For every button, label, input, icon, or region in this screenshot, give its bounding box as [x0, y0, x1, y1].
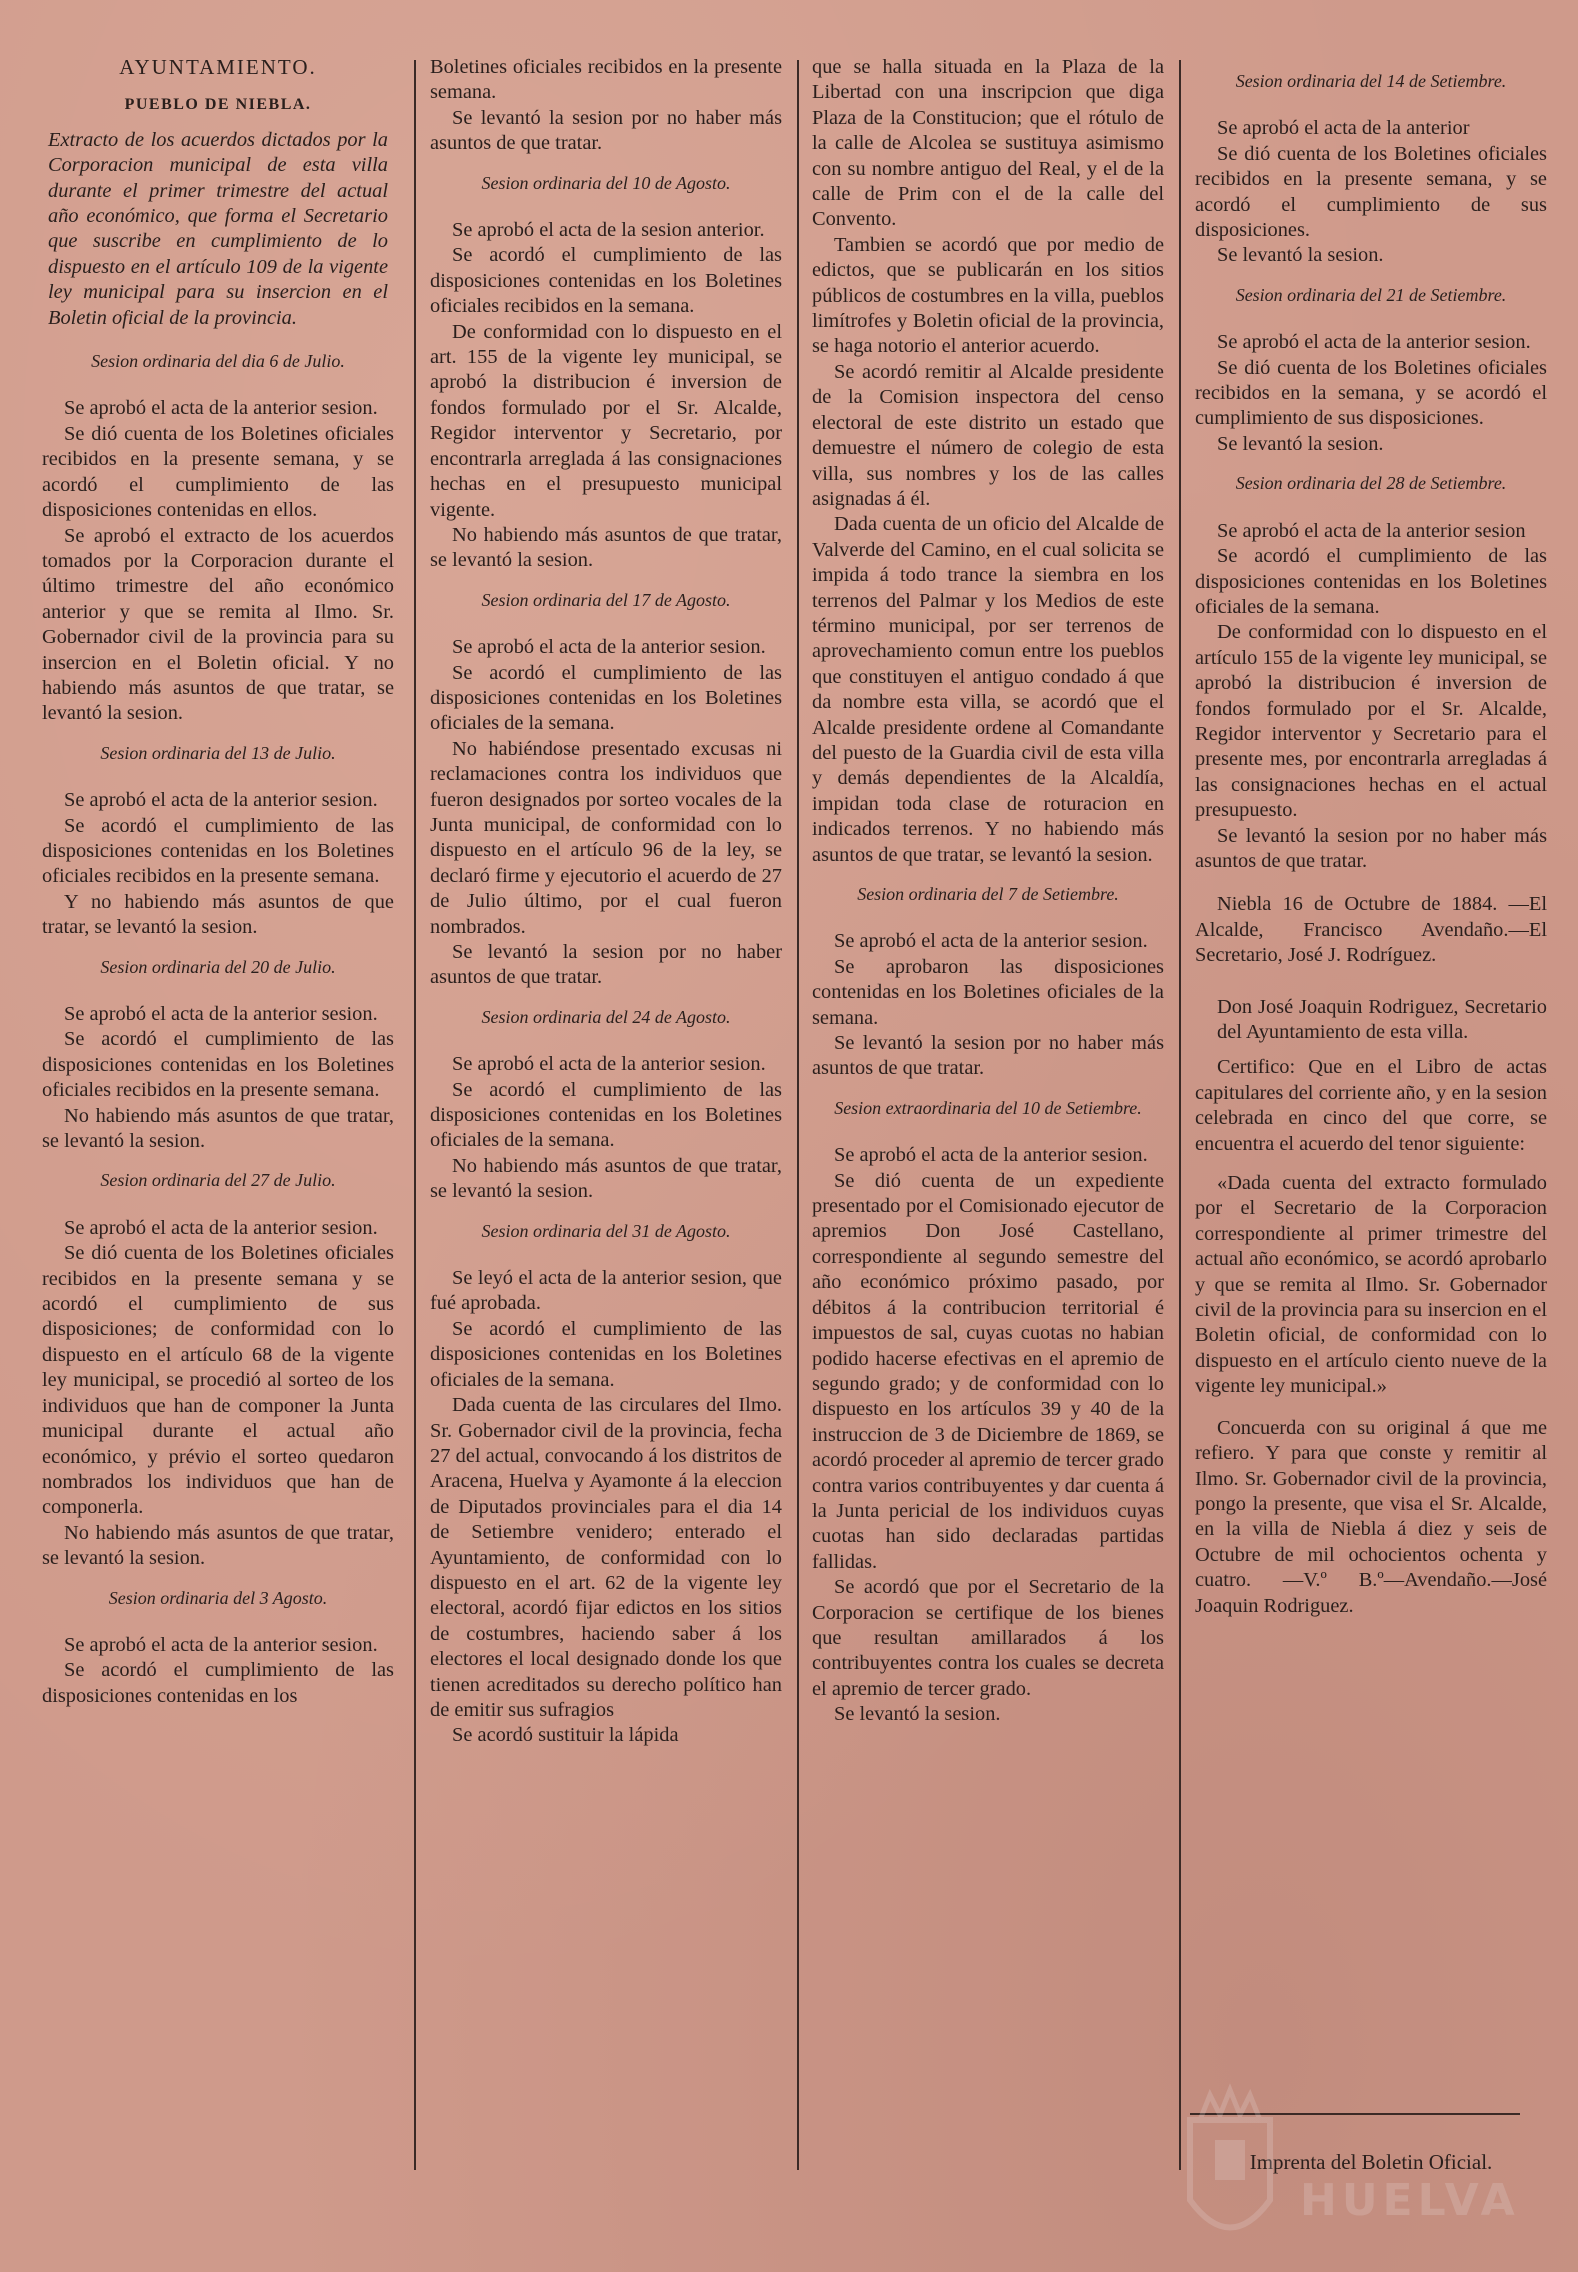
paragraph: Se aprobó el acta de la anterior sesion.: [64, 397, 378, 420]
printer-imprint: Imprenta del Boletin Oficial.: [1249, 2150, 1493, 2174]
paragraph: Se aprobó el acta de la anterior sesion.: [1217, 331, 1531, 354]
paragraph: Se aprobó el acta de la anterior sesion.: [64, 1216, 378, 1239]
watermark-text: HUELVA: [1300, 2175, 1520, 2226]
paragraph: Dada cuenta de un oficio del Alcalde de Valverde del Camino, en el cual solicita se impida á todo trance la siembra en los terrenos del Palmar y los Medios de este término municipal, por ser terrenos de aprovechamiento comun entre los pueblos que constituyen el antiguo condado á que da nombre esta villa, se acordó que el Alcalde presidente ordene al Comandante del puesto de la Guardia civil de esta villa y demás dependientes de la Alcaldía, impidan toda clase de roturacion en indicados terrenos. Y no habiendo más asuntos de que tratar, se levantó la sesion.: [812, 513, 1164, 866]
paragraph: Se acordó remitir al Alcalde presidente de la Comision inspectora del censo electoral de este distrito un estado que demuestre el número de colegio de esta villa, sus nombres y los de las calles asignadas á él.: [812, 360, 1164, 510]
paragraph: De conformidad con lo dispuesto en el artículo 155 de la vigente ley municipal, se aprobó la distribucion é inversion de fondos formulado por el Sr. Alcalde, Regidor interventor y Secretario para el presente mes, por encontrarla arregladas á las consignaciones hechas en el actual presupuesto.: [1195, 621, 1547, 822]
coat-of-arms-icon: [1170, 2080, 1290, 2265]
paragraph: Se aprobó el acta de la anterior sesion.: [64, 789, 378, 812]
paragraph: Se aprobó el extracto de los acuerdos tomados por la Corporacion durante el último trimestre del año económico anterior y que se remita al Ilmo. Sr. Gobernador civil de la provincia para su insercion en el Boletin oficial. Y no habiendo más asuntos de que tratar, se levantó la sesion.: [42, 524, 394, 725]
session-heading: Sesion ordinaria del 13 de Julio.: [100, 742, 336, 763]
signature-line: Niebla 16 de Octubre de 1884. —El Alcalde, Francisco Avendaño.—El Secretario, José J. Rodríguez.: [1195, 893, 1547, 967]
paragraph: No habiendo más asuntos de que tratar, se levantó la sesion.: [42, 1104, 394, 1153]
paragraph: No habiendo más asuntos de que tratar, se levantó la sesion.: [42, 1521, 394, 1570]
session-heading: Sesion ordinaria del 3 Agosto.: [108, 1587, 328, 1608]
certify-paragraph: Certifico: Que en el Libro de actas capitulares del corriente año, y en la sesion celebrada en cinco del que corre, se encuentra el acuerdo del tenor siguiente:: [1195, 1056, 1547, 1155]
paragraph: Tambien se acordó que por medio de edictos, que se publicarán en los sitios públicos de costumbres en la villa, pueblos limítrofes y Boletin oficial de la provincia, se haga notorio el anterior acuerdo.: [812, 233, 1164, 358]
column-2-body: [430, 55, 782, 1749]
session-heading: Sesion extraordinaria del 10 de Setiembre.: [834, 1097, 1142, 1118]
paragraph: Se levantó la sesion.: [1217, 244, 1384, 267]
paragraph: Se acordó el cumplimiento de las disposiciones contenidas en los Boletines oficiales recibidos en la presente semana.: [42, 1028, 394, 1102]
column-rule: [797, 60, 799, 2170]
paragraph: Se aprobó el acta de la anterior sesion.: [452, 1053, 766, 1076]
paragraph: Y no habiendo más asuntos de que tratar, se levantó la sesion.: [42, 890, 394, 939]
paragraph: Se aprobó el acta de la anterior sesion.: [834, 1144, 1148, 1167]
column-4-body: [1195, 69, 1547, 874]
paragraph: Se acordó el cumplimiento de las disposiciones contenidas en los Boletines oficiales recibidos en la semana.: [430, 244, 782, 318]
paragraph: De conformidad con lo dispuesto en el art. 155 de la vigente ley municipal, se aprobó la distribucion é inversion de fondos formulado por el Sr. Alcalde, Regidor interventor y Secretario, por encontrarla arreglada á las consignaciones hechas en el presupuesto municipal vigente.: [430, 320, 782, 521]
paragraph: Se acordó el cumplimiento de las disposiciones contenidas en los: [42, 1659, 394, 1707]
session-heading: Sesion ordinaria del 21 de Setiembre.: [1235, 284, 1507, 305]
paragraph: No habiendo más asuntos de que tratar, se levantó la sesion.: [430, 523, 782, 572]
column-3-body: [812, 55, 1164, 1728]
column-4: [1195, 55, 1547, 1619]
paragraph: Se aprobó el acta de la anterior sesion.: [834, 930, 1148, 953]
paragraph: Se aprobaron las disposiciones contenidas en los Boletines oficiales de la semana.: [812, 955, 1164, 1029]
paragraph: Se acordó el cumplimiento de las disposiciones contenidas en los Boletines oficiales de la semana.: [430, 1317, 782, 1391]
paragraph: Dada cuenta de las circulares del Ilmo. Sr. Gobernador civil de la provincia, fecha 27 del actual, convocando á los distritos de Aracena, Huelva y Ayamonte á la eleccion de Diputados provinciales para el dia 14 de Setiembre venidero; enterado el Ayuntamiento, de conformidad con lo dispuesto en el art. 62 de la vigente ley electoral, acordó fijar edictos en los sitios de costumbres, haciendo saber á los electores el local designado donde los que tienen acreditados su derecho político han de emitir sus sufragios: [430, 1394, 782, 1721]
paragraph: Se dió cuenta de los Boletines oficiales recibidos en la presente semana, y se acordó el cumplimiento de sus disposiciones.: [1195, 142, 1547, 242]
session-heading: Sesion ordinaria del 20 de Julio.: [100, 956, 336, 977]
paragraph: Se dió cuenta de los Boletines oficiales recibidos en la presente semana y se acordó el cumplimiento de sus disposiciones; de conformidad con lo dispuesto en el artículo 68 de la vigente ley municipal, se procedió al sorteo de los individuos que han de componer la Junta municipal durante el actual año económico, y prévio el sorteo quedaron nombrados los individuos que han de componerla.: [42, 1242, 394, 1519]
paragraph: No habiéndose presentado excusas ni reclamaciones contra los individuos que fueron designados por sorteo vocales de la Junta municipal, de conformidad con lo dispuesto en el artículo 96 de la ley, se declaró firme y ejecutorio el acuerdo de 27 de Julio último, por el cual fueron nombrados.: [430, 737, 782, 938]
paragraph: Se levantó la sesion por no haber asuntos de que tratar.: [430, 941, 782, 989]
paragraph: Boletines oficiales recibidos en la presente semana.: [430, 56, 782, 104]
paragraph: Se acordó el cumplimiento de las disposiciones contenidas en los Boletines oficiales de la semana.: [1195, 545, 1547, 618]
page-subtitle: PUEBLO DE NIEBLA.: [124, 96, 312, 114]
session-heading: Sesion ordinaria del 31 de Agosto.: [481, 1220, 731, 1241]
paragraph: Se dió cuenta de un expediente presentado por el Comisionado ejecutor de apremios Don José Castellano, correspondiente al segundo semestre del año económico próximo pasado, por débitos á la contribucion territorial é impuestos de sal, cuyas cuotas no habian podido hacerse efectivas en el apremio de segundo grado; y de conformidad con lo dispuesto en los artículos 39 y 40 de la instruccion de 3 de Diciembre de 1869, se acordó proceder al apremio de tercer grado contra varios contribuyentes y dar cuenta á la Junta pericial de los individuos cuyas cuotas han sido declaradas partidas fallidas.: [812, 1169, 1164, 1573]
paragraph: Se levantó la sesion por no haber más asuntos de que tratar.: [812, 1032, 1164, 1080]
column-2: [430, 55, 782, 1749]
session-heading: Sesion ordinaria del 7 de Setiembre.: [857, 884, 1119, 904]
paragraph: No habiendo más asuntos de que tratar, se levantó la sesion.: [430, 1154, 782, 1203]
paragraph: Se levantó la sesion.: [834, 1703, 1001, 1726]
session-heading: Sesion ordinaria del 17 de Agosto.: [481, 589, 731, 610]
paragraph: Se aprobó el acta de la sesion anterior.: [452, 219, 765, 242]
paragraph: Se levantó la sesion por no haber más asuntos de que tratar.: [1195, 824, 1547, 872]
session-heading: Sesion ordinaria del 14 de Setiembre.: [1235, 71, 1507, 91]
concuerda-paragraph: Concuerda con su original á que me refiero. Y para que conste y remitir al Ilmo. Sr. Gobernador civil de la provincia, pongo la presente, que visa el Sr. Alcalde, en la villa de Niebla á diez y seis de Octubre de mil ochocientos ochenta y cuatro. —V.º B.º—Avendaño.—José Joaquin Rodriguez.: [1195, 1416, 1547, 1617]
paragraph: Se levantó la sesion por no haber más asuntos de que tratar.: [430, 106, 782, 155]
paragraph: Se acordó sustituir la lápida: [452, 1724, 679, 1747]
watermark: [1170, 2080, 1540, 2265]
paragraph: Se aprobó el acta de la anterior sesion.: [452, 636, 766, 659]
session-heading: Sesion ordinaria del 28 de Setiembre.: [1235, 473, 1507, 494]
column-1: [42, 55, 394, 1709]
page-title: AYUNTAMIENTO.: [119, 55, 317, 79]
session-heading: Sesion ordinaria del 27 de Julio.: [100, 1170, 336, 1191]
paragraph: Se aprobó el acta de la anterior sesion.: [64, 1633, 378, 1656]
certifier-name: Don José Joaquin Rodriguez, Secretario del Ayuntamiento de esta villa.: [1217, 995, 1547, 1043]
paragraph: Se aprobó el acta de la anterior sesion.: [64, 1003, 378, 1025]
session-heading: Sesion ordinaria del dia 6 de Julio.: [91, 351, 345, 372]
intro-paragraph: Extracto de los acuerdos dictados por la Corporacion municipal de esta villa durante el primer trimestre del actual año económico, que forma el Secretario que suscribe en cumplimiento de lo dispuesto en el artículo 109 de la vigente ley municipal para su insercion en el Boletin oficial de la provincia.: [48, 128, 388, 329]
quoted-agreement: «Dada cuenta del extracto formulado por el Secretario de la Corporacion correspondiente al primer trimestre del actual año económico, se acordó aprobarlo y que se remita al Ilmo. Sr. Gobernador civil de la provincia para su insercion en el Boletin oficial, de conformidad con lo dispuesto en el artículo ciento nueve de la vigente ley municipal.»: [1195, 1172, 1547, 1398]
paragraph: Se acordó que por el Secretario de la Corporacion se certifique de los bienes que resultan amillarados á los contribuyentes contra los cuales se decreta el apremio de tercer grado.: [812, 1576, 1164, 1700]
column-1-body: [42, 349, 394, 1709]
paragraph: que se halla situada en la Plaza de la Libertad con una inscripcion que diga Plaza de la Constitucion; que el rótulo de la calle de Alcolea se sustituya asimismo con su nombre antiguo del Real, y el de la calle de Prim con el de la calle del Convento.: [812, 56, 1164, 231]
column-rule: [1179, 60, 1181, 2170]
paragraph: Se dió cuenta de los Boletines oficiales recibidos en la presente semana, y se acordó el cumplimiento de las disposiciones contenidas en ellos.: [42, 422, 394, 522]
session-heading: Sesion ordinaria del 24 de Agosto.: [481, 1006, 731, 1027]
paragraph: Se acordó el cumplimiento de las disposiciones contenidas en los Boletines oficiales de la semana.: [430, 661, 782, 735]
column-rule: [414, 60, 416, 2170]
paragraph: Se acordó el cumplimiento de las disposiciones contenidas en los Boletines oficiales de la semana.: [430, 1078, 782, 1152]
paragraph: Se levantó la sesion.: [1217, 432, 1384, 455]
paragraph: Se aprobó el acta de la anterior sesion: [1217, 519, 1526, 542]
paragraph: Se aprobó el acta de la anterior: [1217, 117, 1470, 140]
paragraph: Se dió cuenta de los Boletines oficiales recibidos en la semana, y se acordó el cumplimiento de sus disposiciones.: [1195, 356, 1547, 430]
paragraph: Se acordó el cumplimiento de las disposiciones contenidas en los Boletines oficiales recibidos en la presente semana.: [42, 814, 394, 888]
column-3: [812, 55, 1164, 1728]
session-heading: Sesion ordinaria del 10 de Agosto.: [481, 172, 731, 193]
paragraph: Se leyó el acta de la anterior sesion, que fué aprobada.: [430, 1267, 782, 1315]
